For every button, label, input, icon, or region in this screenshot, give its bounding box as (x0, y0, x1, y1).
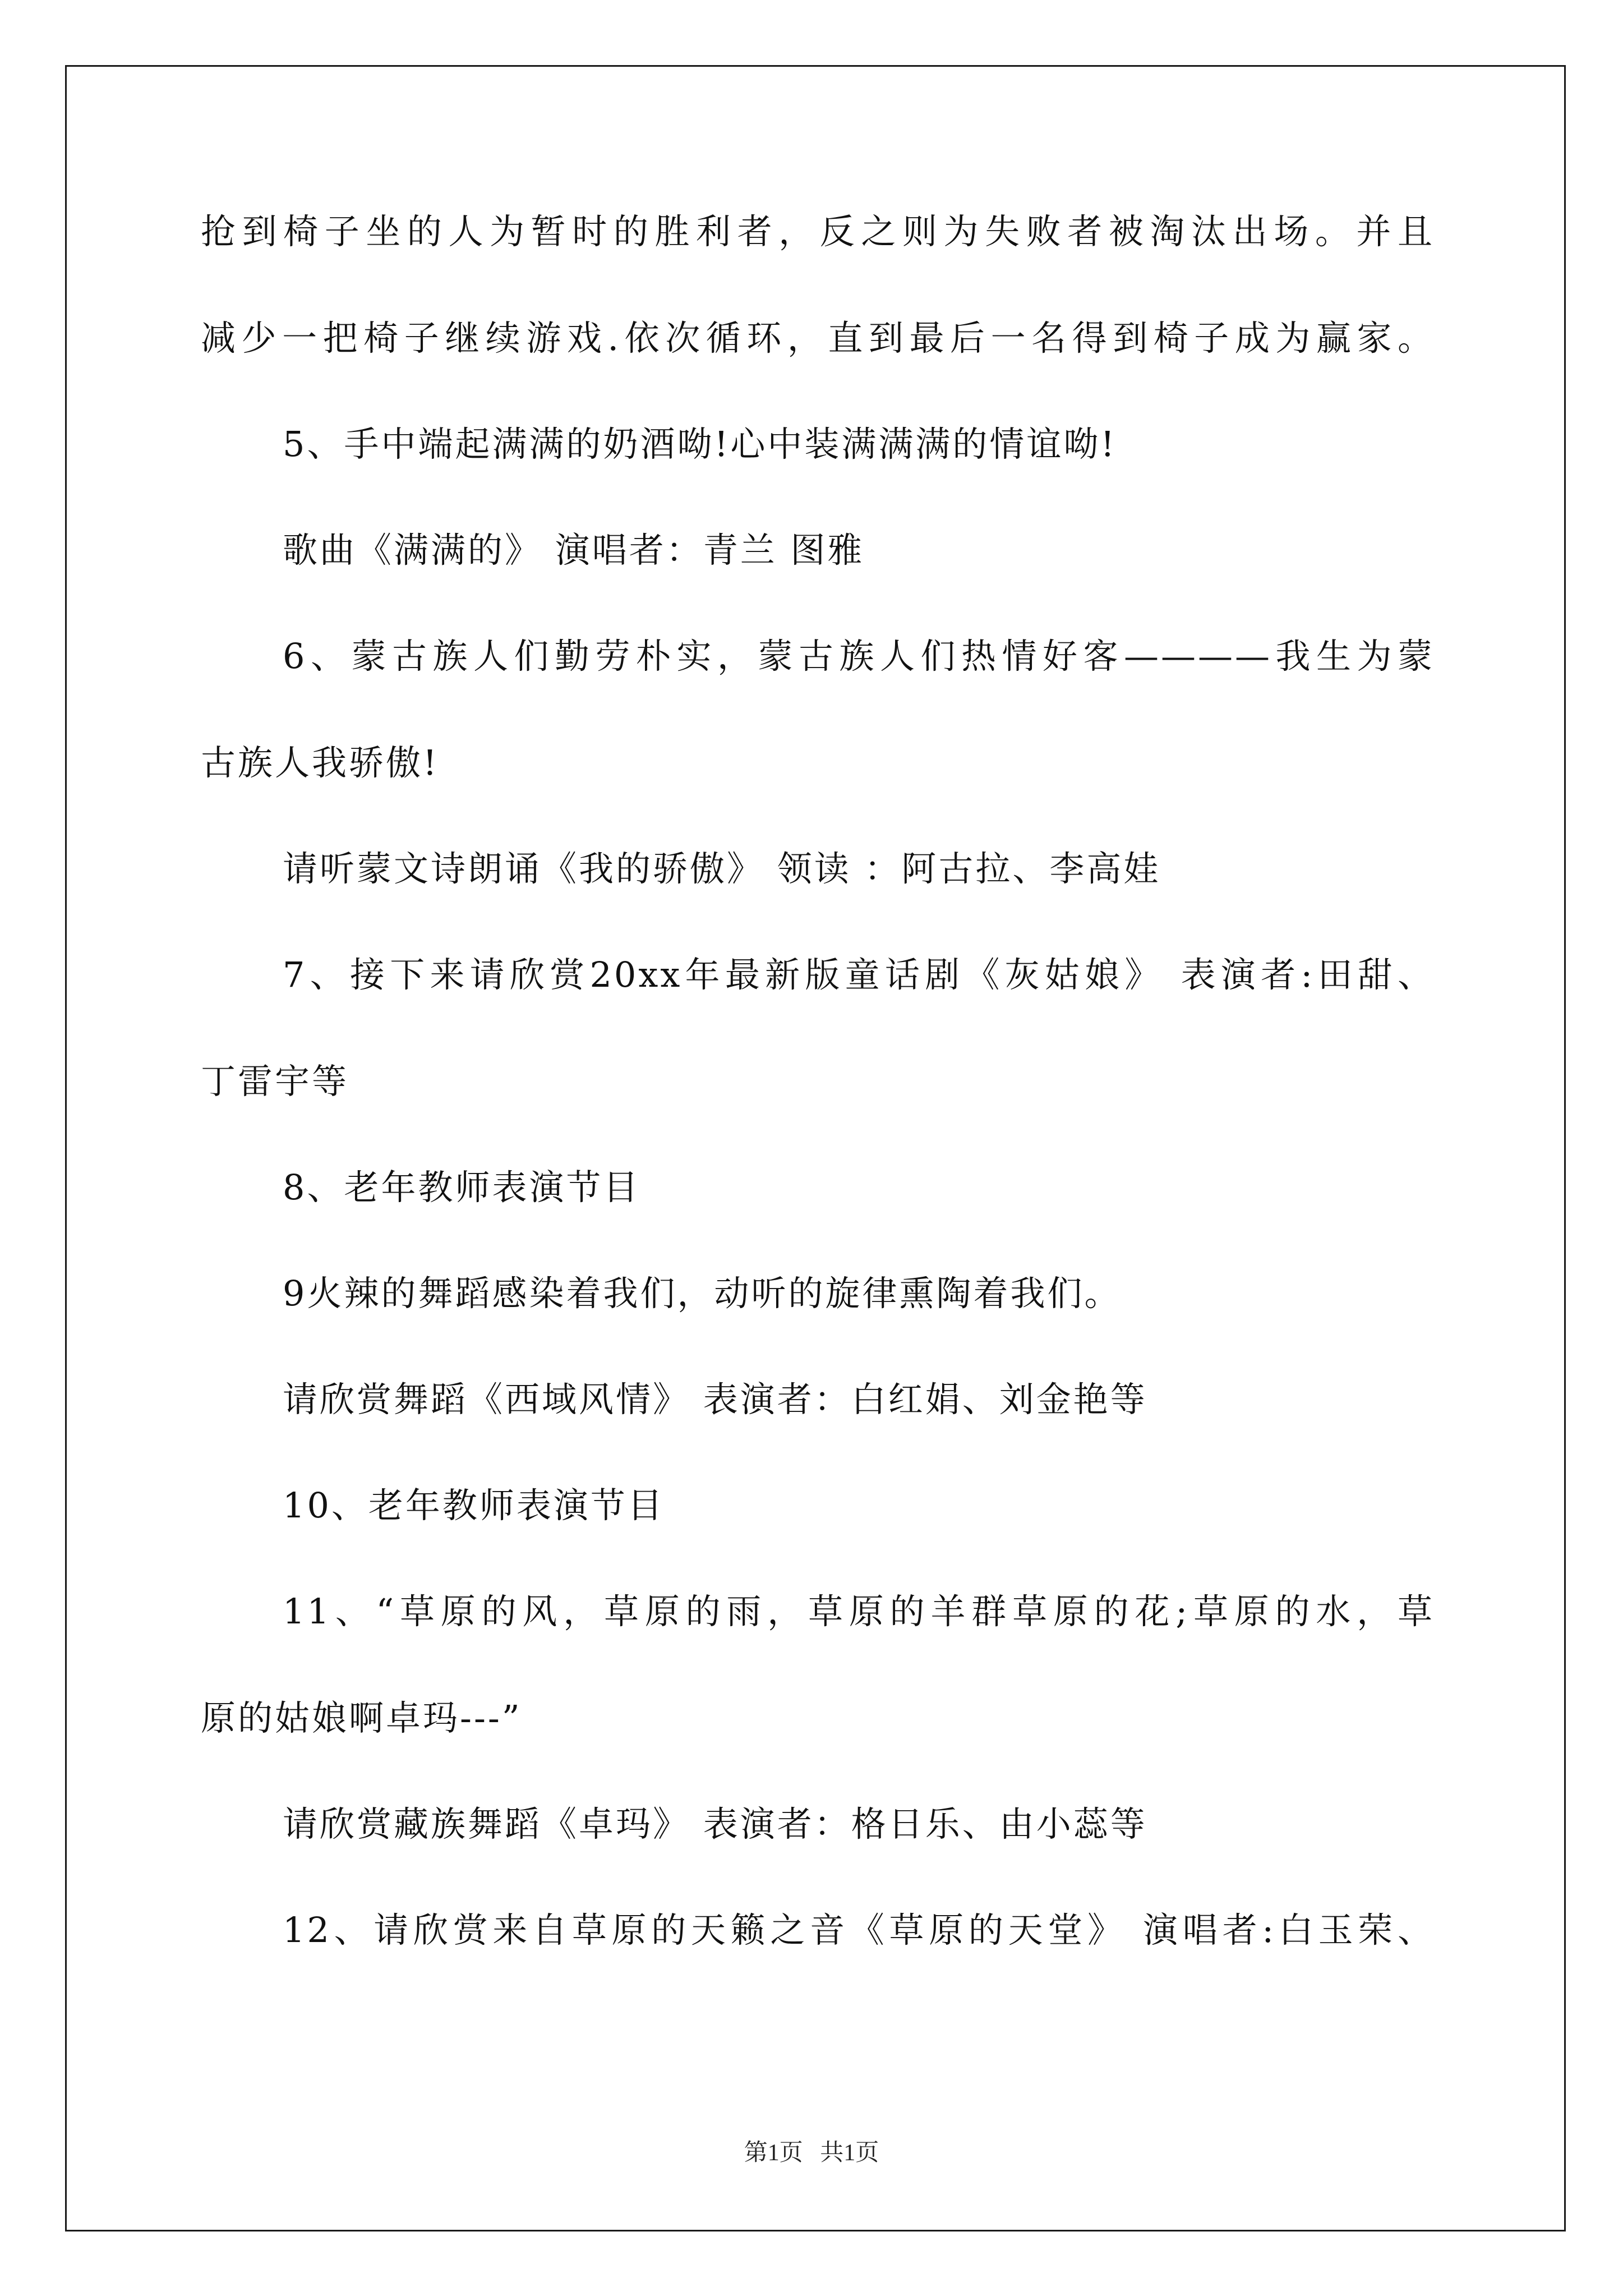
text-line-1: 抢到椅子坐的人为暂时的胜利者，反之则为失败者被淘汰出场。并且 (201, 211, 1435, 252)
page-total: 共1页 (820, 2140, 879, 2166)
text-line-16: 请欣赏藏族舞蹈《卓玛》 表演者：格日乐、由小蕊等 (283, 1803, 1147, 1844)
page-footer (0, 2136, 1623, 2170)
text-line-11: 9火辣的舞蹈感染着我们，动听的旋律熏陶着我们。 (283, 1273, 1122, 1314)
text-line-3: 5、手中端起满满的奶酒呦!心中装满满满的情谊呦! (283, 424, 1117, 464)
text-line-15: 原的姑娘啊卓玛---” (201, 1697, 522, 1738)
text-line-4: 歌曲《满满的》 演唱者：青兰 图雅 (283, 530, 865, 570)
text-line-7: 请听蒙文诗朗诵《我的骄傲》 领读 ：阿古拉、李高娃 (283, 848, 1161, 889)
text-line-10: 8、老年教师表演节目 (283, 1167, 640, 1208)
text-line-9: 丁雷宇等 (201, 1061, 349, 1102)
text-line-12: 请欣赏舞蹈《西域风情》 表演者：白红娟、刘金艳等 (283, 1379, 1147, 1420)
text-line-13: 10、老年教师表演节目 (283, 1485, 665, 1526)
text-line-8: 7、接下来请欣赏20xx年最新版童话剧《灰姑娘》 表演者:田甜、 (283, 954, 1435, 995)
text-line-17: 12、请欣赏来自草原的天籁之音《草原的天堂》 演唱者:白玉荣、 (283, 1910, 1435, 1950)
text-line-5: 6、蒙古族人们勤劳朴实，蒙古族人们热情好客————我生为蒙 (283, 636, 1435, 677)
page-number: 第1页 (744, 2140, 803, 2166)
document-body (201, 205, 1435, 1957)
text-line-2: 减少一把椅子继续游戏.依次循环，直到最后一名得到椅子成为赢家。 (201, 318, 1435, 358)
text-line-6: 古族人我骄傲! (201, 742, 439, 783)
text-line-14: 11、“草原的风，草原的雨，草原的羊群草原的花;草原的水，草 (283, 1591, 1435, 1632)
